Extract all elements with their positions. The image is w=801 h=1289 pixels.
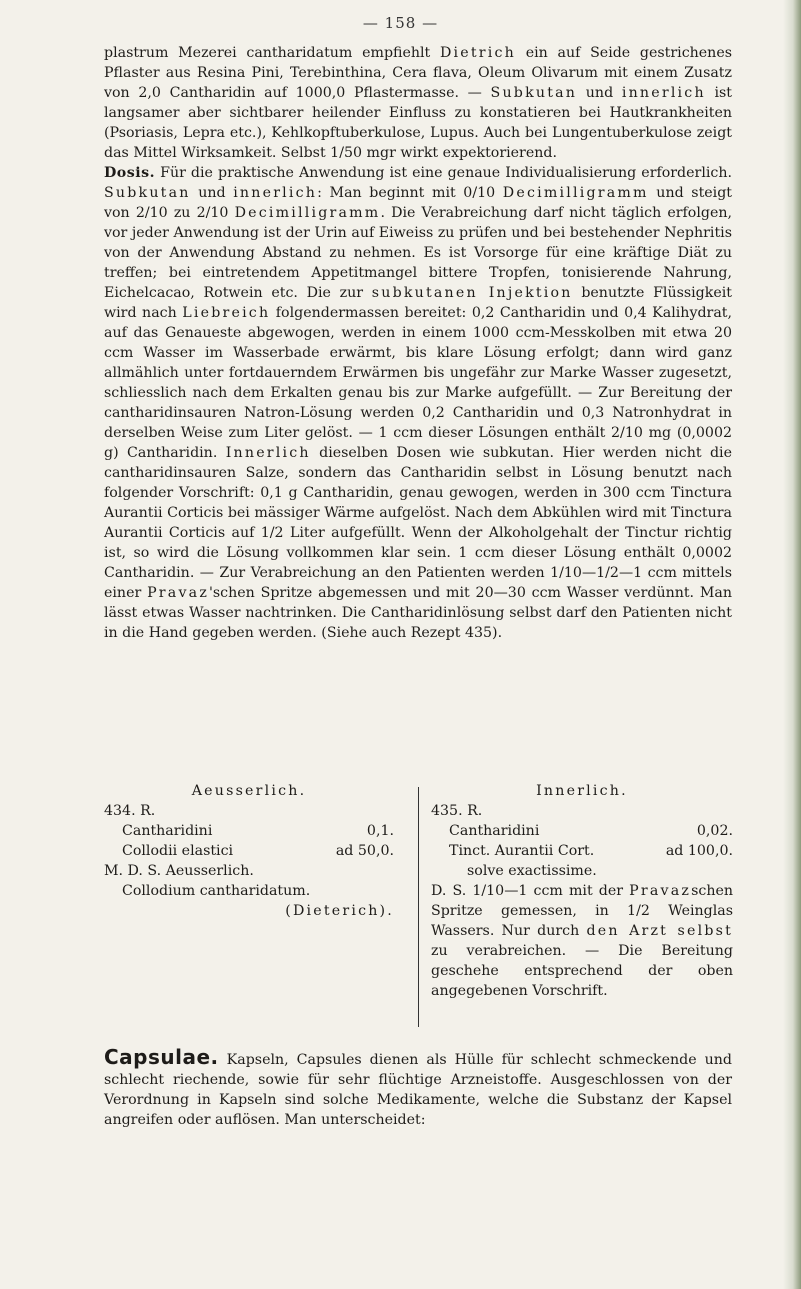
page-number: — 158 — [362,14,439,32]
ingredient-row: Tinct. Aurantii Cort. ad 100,0. [449,843,733,859]
capsulae-section: Capsulae. Kapseln, Capsules dienen als Hülle für schlecht schmeckende und schlecht riechende, sowie für sehr flüchtige Arzneistoffe. Ausgeschlossen von der Verordnung in Kapseln sind solche Medikamente, welche die Substanz der Kapsel angreifen oder auflösen. Man unterscheidet: [104,1045,732,1128]
recipe-heading: Innerlich. [536,783,628,799]
ingredient-row: Cantharidini 0,1. [122,823,394,839]
ingredient-row: Collodii elastici ad 50,0. [122,843,394,859]
recipe-signature: D. S. 1/10—1 ccm mit der Pravazschen Spritze gemessen, in 1/2 Weinglas Wassers. Nur durch den Arzt selbst zu verabreichen. — Die Bereitung geschehe entsprechend der oben angegebenen Vorschrift. [431,883,733,999]
recipe-author: (Dieterich). [285,903,394,919]
author-name: Dietrich [439,45,516,61]
recipes-section [104,781,734,1041]
recipe-434 [104,781,394,921]
signature-line: Collodium cantharidatum. [122,883,311,899]
column-divider [418,787,419,1027]
recipe-435 [431,781,733,1001]
page-edge [783,0,801,1289]
signature-line: M. D. S. Aeusserlich. [104,863,254,879]
recipe-number: 434. R. [104,803,156,819]
dosis-heading: Dosis. [104,165,156,181]
recipe-heading: Aeusserlich. [191,783,307,799]
recipe-instruction: solve exactissime. [467,863,597,879]
recipe-number: 435. R. [431,803,483,819]
capsulae-heading: Capsulae. [104,1045,219,1069]
main-text: plastrum Mezerei cantharidatum empfiehlt Dietrich ein auf Seide gestrichenes Pflaster aus Resina Pini, Terebinthina, Cera flava, Oleum Olivarum mit einem Zusatz von 2,0 Cantharidin auf 1000,0 Pflastermasse. — Subkutan und innerlich ist langsamer aber sichtbarer heilender Einfluss zu konstatieren bei Hautkrankheiten (Psoriasis, Lepra etc.), Kehlkopftuberkulose, Lupus. Auch bei Lungentuberkulose zeigt das Mittel Wirksamkeit. Selbst 1/50 mgr wirkt expektorierend. Dosis. Für die praktische Anwendung ist eine genaue Individualisierung erforderlich. Subkutan und innerlich: Man beginnt mit 0/10 Decimilligramm und steigt von 2/10 zu 2/10 Decimilligramm. Die Verabreichung darf nicht täglich erfolgen, vor jeder Anwendung ist der Urin auf Eiweiss zu prüfen und bei bestehender Nephritis von der Anwendung Abstand zu nehmen. Es ist Vorsorge für eine kräftige Diät zu treffen; bei eintretendem Appetitmangel bittere Tropfen, tonisierende Nahrung, Eichelcacao, Rotwein etc. Die zur subkutanen Injektion benutzte Flüssigkeit wird nach Liebreich folgendermassen bereitet: 0,2 Cantharidin und 0,4 Kalihydrat, auf das Genaueste abgewogen, werden in einem 1000 ccm-Messkolben mit etwa 20 ccm Wasser im Wasserbade erwärmt, bis klare Lösung erfolgt; dann wird ganz allmählich unter fortdauerndem Erwärmen bis ungefähr zur Marke Wasser zugesetzt, schliesslich nach dem Erkalten genau bis zur Marke aufgefüllt. — Zur Bereitung der cantharidinsauren Natron-Lösung werden 0,2 Cantharidin und 0,3 Natronhydrat in derselben Weise zum Liter gelöst. — 1 ccm dieser Lösungen enthält 2/10 mg (0,0002 g) Cantharidin. Innerlich dieselben Dosen wie subkutan. Hier werden nicht die cantharidinsauren Salze, sondern das Cantharidin selbst in Lösung benutzt nach folgender Vorschrift: 0,1 g Cantharidin, genau gewogen, werden in 300 ccm Tinctura Aurantii Corticis bei mässiger Wärme aufgelöst. Nach dem Abkühlen wird mit Tinctura Aurantii Corticis auf 1/2 Liter aufgefüllt. Wenn der Alkoholgehalt der Tinctur richtig ist, so wird die Lösung vollkommen klar sein. 1 ccm dieser Lösung enthält 0,0002 Cantharidin. — Zur Verabreichung an den Patienten werden 1/10—1/2—1 ccm mittels einer Pravaz'schen Spritze abgemessen und mit 20—30 ccm Wasser verdünnt. Man lässt etwas Wasser nachtrinken. Die Cantharidinlösung selbst darf den Patienten nicht in die Hand gegeben werden. (Siehe auch Rezept 435). [104,45,733,641]
ingredient-row: Cantharidini 0,02. [449,823,733,839]
